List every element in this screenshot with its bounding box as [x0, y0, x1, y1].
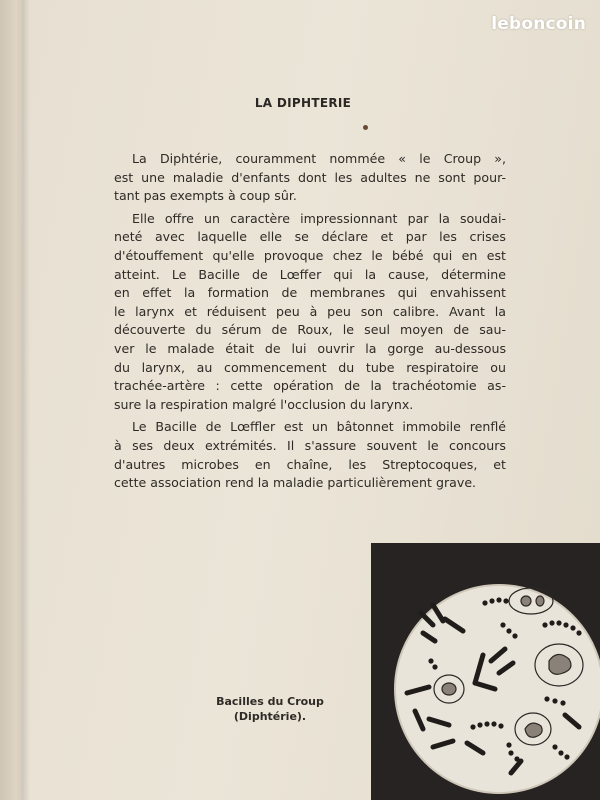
text-line: trachée-artère : cette opération de la trachéotomie as- — [114, 378, 506, 394]
text-line: est une maladie d'enfants dont les adultes ne sont pour- — [114, 169, 506, 185]
text-line: Le Bacille de Lœffler est un bâtonnet immobile renflé — [132, 419, 506, 435]
caption-line-2: (Diphtérie). — [233, 710, 307, 723]
ink-spot — [363, 125, 368, 130]
text-line: le larynx et réduisent peu à peu son calibre. Avant la — [114, 303, 506, 319]
cell-nucleus — [549, 654, 571, 674]
cell-nucleus — [442, 683, 456, 695]
text-line: d'étouffement qu'elle provoque chez le bébé qui en est — [114, 247, 506, 263]
body-text — [96, 150, 506, 497]
left-page-edge — [0, 0, 22, 800]
text-line: atteint. Le Bacille de Lœffer qui la cause, détermine — [114, 266, 506, 282]
text-line: tant pas exempts à coup sûr. — [114, 188, 297, 204]
cell-nucleus — [521, 596, 531, 606]
text-line: du larynx, au commencement du tube respiratoire ou — [114, 359, 506, 375]
paragraph-1 — [96, 150, 506, 206]
microscope-view-drawing — [371, 543, 600, 800]
figure-caption — [200, 694, 340, 724]
text-line: en effet la formation de membranes qui envahissent — [114, 285, 506, 301]
cell-nucleus — [525, 723, 542, 737]
text-line: Elle offre un caractère impressionnant par la soudai- — [132, 210, 506, 226]
text-line: découverte du sérum de Roux, le seul moyen de sau- — [114, 322, 506, 338]
leboncoin-watermark: leboncoin — [491, 14, 586, 34]
text-line: neté avec laquelle elle se déclare et par les crises — [114, 229, 506, 245]
spine-shadow — [22, 0, 30, 800]
text-line: sure la respiration malgré l'occlusion du larynx. — [114, 396, 414, 412]
text-line: d'autres microbes en chaîne, les Streptocoques, et — [114, 456, 506, 472]
text-line: La Diphtérie, couramment nommée « le Croup », — [132, 151, 506, 166]
caption-line-1: Bacilles du Croup — [216, 695, 324, 708]
bacilli-illustration — [371, 543, 600, 800]
text-line: ver le malade était de lui ouvrir la gorge au-dessous — [114, 340, 506, 356]
text-line: cette association rend la maladie particulièrement grave. — [114, 475, 477, 491]
text-line: à ses deux extrémités. Il s'assure souvent le concours — [114, 437, 506, 453]
paragraph-3 — [96, 418, 506, 492]
paragraph-2 — [96, 210, 506, 415]
cell-nucleus — [536, 596, 544, 606]
page-title: LA DIPHTERIE — [254, 96, 352, 110]
